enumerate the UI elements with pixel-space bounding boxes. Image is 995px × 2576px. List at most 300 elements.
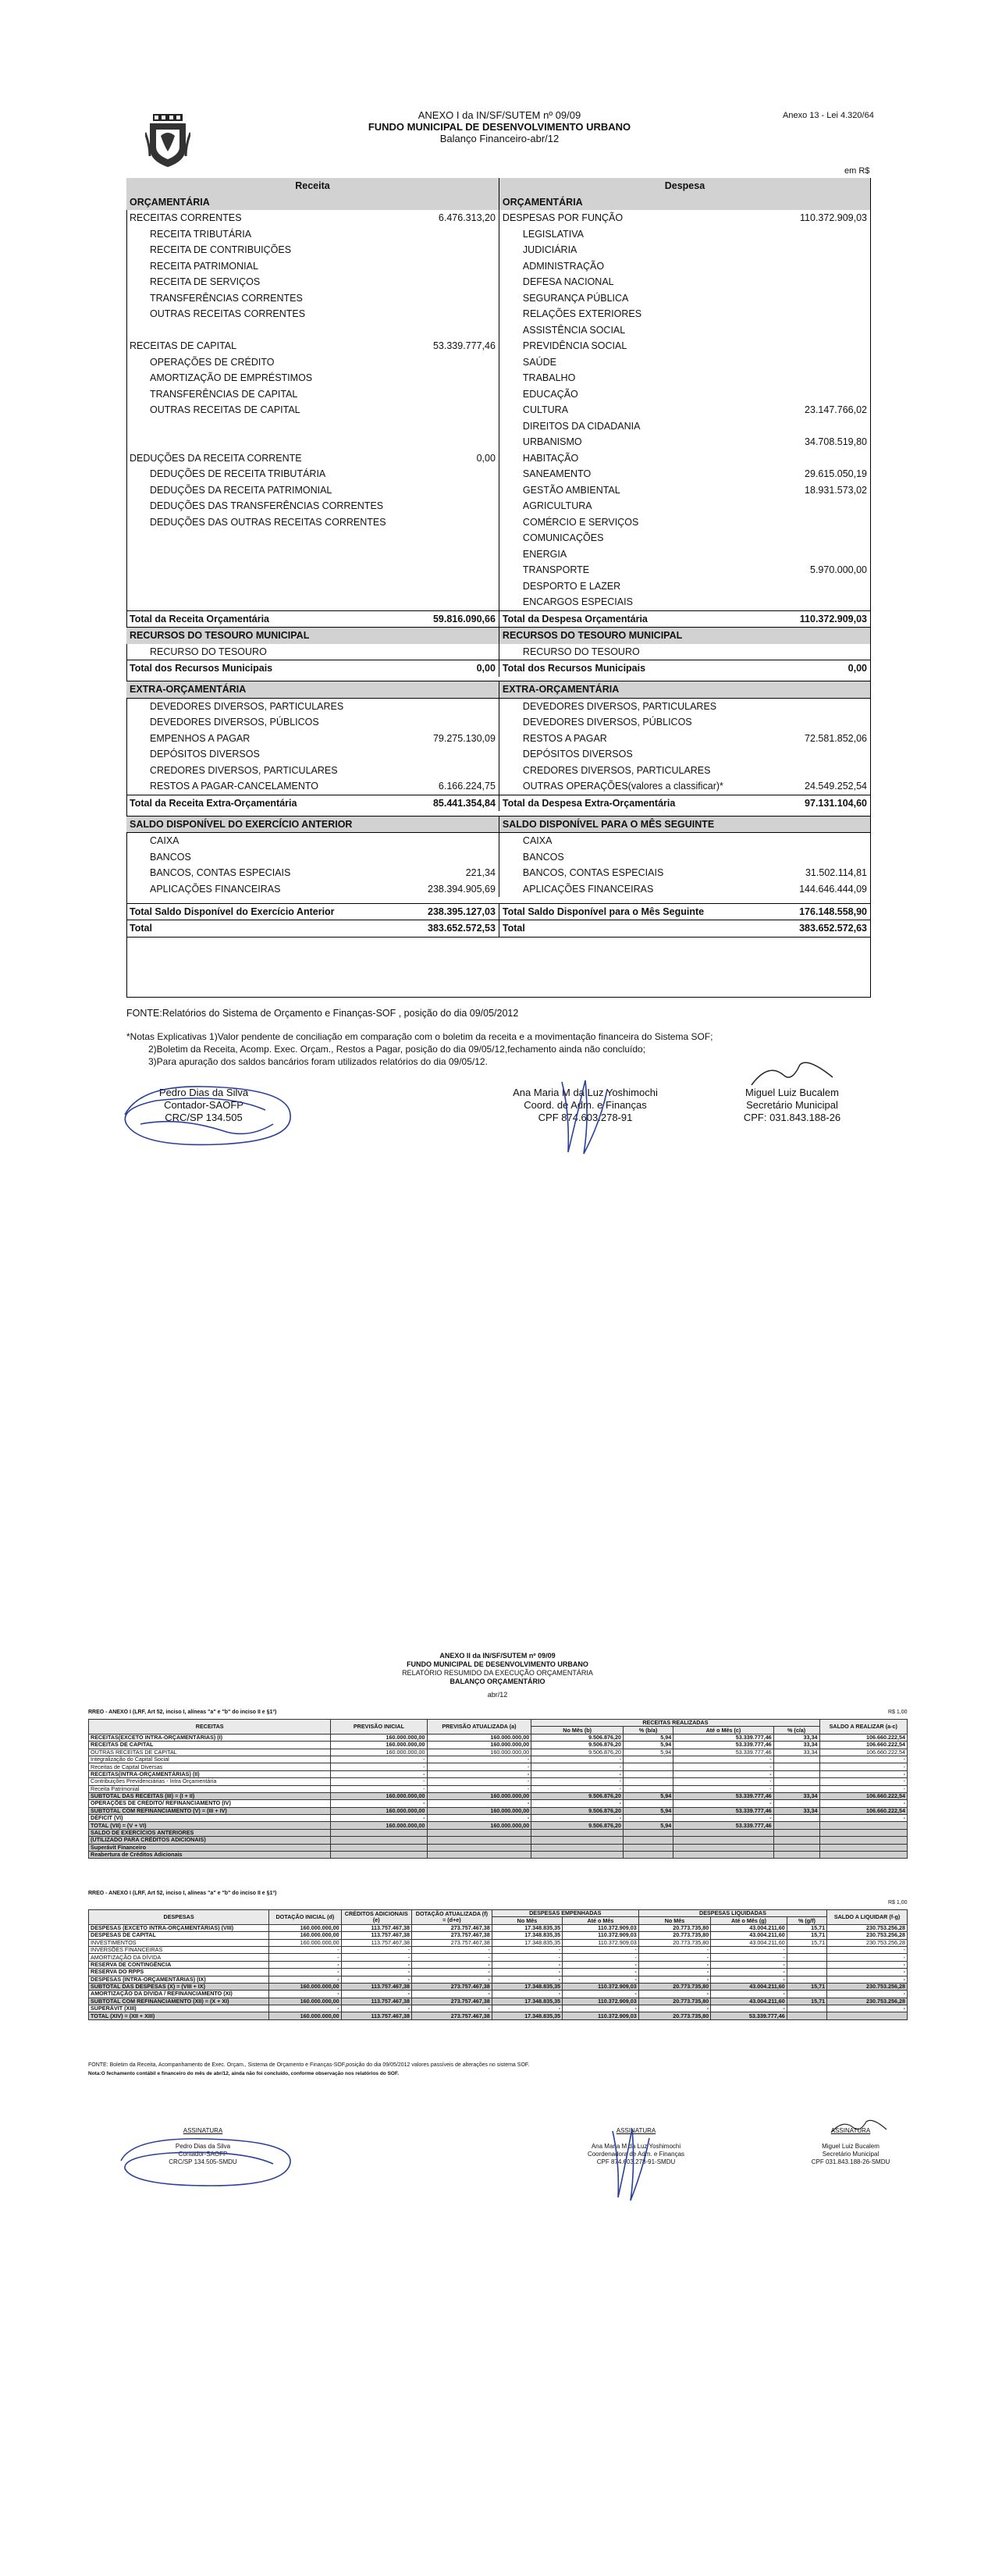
row-value: 106.660.222,54 — [819, 1792, 907, 1799]
despesa-value — [777, 306, 870, 322]
despesa-label — [499, 903, 776, 920]
group-header: DESPESAS EMPENHADAS — [492, 1910, 638, 1917]
receita-label: Total da Receita Extra-Orçamentária — [130, 797, 297, 809]
despesa-label — [499, 795, 776, 811]
despesa-label: TRABALHO — [522, 372, 576, 384]
table-row — [89, 1991, 908, 1998]
table-row — [89, 1800, 908, 1807]
row-value: - — [492, 1976, 562, 1983]
row-value: - — [711, 1946, 787, 1953]
section-header-row — [126, 681, 870, 699]
receita-label — [126, 210, 408, 226]
despesa-label — [499, 644, 776, 660]
receita-label — [126, 795, 408, 811]
receita-label: DEVEDORES DIVERSOS, PÚBLICOS — [150, 717, 319, 728]
despesa-label — [499, 418, 776, 435]
row-value: - — [827, 2005, 908, 2012]
row-value: 160.000.000,00 — [427, 1792, 531, 1799]
despesa-value — [777, 450, 870, 467]
col-header: SALDO A LIQUIDAR (f-g) — [827, 1910, 908, 1925]
receita-value — [408, 660, 499, 677]
despesa-label — [499, 849, 776, 866]
row-value: 160.000.000,00 — [427, 1822, 531, 1829]
receita-value — [408, 920, 499, 938]
receita-label: RECEITA DE SERVIÇOS — [150, 276, 261, 288]
despesa-label — [499, 338, 776, 354]
despesa-label: RELAÇÕES EXTERIORES — [522, 308, 642, 320]
row-value: - — [269, 1991, 341, 1998]
balance-row — [126, 660, 870, 677]
receita-label: DEVEDORES DIVERSOS, PARTICULARES — [150, 700, 344, 712]
row-value — [427, 1844, 531, 1851]
despesa-label: Total dos Recursos Municipais — [502, 663, 646, 674]
despesa-label — [499, 434, 776, 450]
receita-value — [408, 594, 499, 610]
row-value: 5,94 — [624, 1792, 673, 1799]
despesa-value — [777, 849, 870, 866]
receita-value — [408, 903, 499, 920]
receita-value — [408, 530, 499, 546]
balance-table — [126, 178, 870, 938]
row-label: RESERVA DO RPPS — [89, 1969, 269, 1976]
balance-row — [126, 370, 870, 386]
row-value: - — [331, 1785, 427, 1792]
receita-value — [408, 644, 499, 660]
section-label: EXTRA-ORÇAMENTÁRIA — [502, 684, 620, 696]
despesa-label — [499, 290, 776, 307]
receita-value: 79.275.130,09 — [432, 732, 496, 744]
balance-row — [126, 578, 870, 595]
receita-label: Total da Receita Orçamentária — [130, 613, 270, 624]
row-value: - — [638, 1991, 710, 1998]
signer-role: Contador-SAOFP — [164, 1099, 243, 1111]
col-header: Até o Mês (g) — [711, 1917, 787, 1924]
table-row — [89, 1969, 908, 1976]
despesa-label: Total da Despesa Extra-Orçamentária — [502, 797, 676, 809]
col-header: PREVISÃO INICIAL — [331, 1720, 427, 1735]
despesa-value — [777, 660, 870, 677]
balance-row — [126, 514, 870, 531]
despesa-label: COMÉRCIO E SERVIÇOS — [522, 516, 639, 528]
row-value: 43.004.211,60 — [711, 1924, 787, 1931]
receita-value: 6.476.313,20 — [438, 212, 496, 224]
row-value: 110.372.909,03 — [563, 1924, 639, 1931]
row-value — [624, 1837, 673, 1844]
row-value: - — [827, 1969, 908, 1976]
receita-label — [126, 450, 408, 467]
row-value — [624, 1829, 673, 1836]
col-header: % (b/a) — [624, 1727, 673, 1734]
section-label — [126, 816, 408, 833]
receita-value — [408, 370, 499, 386]
row-value: 160.000.000,00 — [427, 1749, 531, 1756]
section-label: ORÇAMENTÁRIA — [130, 196, 210, 208]
row-value: 15,71 — [787, 1932, 826, 1939]
receita-label: DEPÓSITOS DIVERSOS — [150, 749, 260, 760]
row-label: RECEITAS DE CAPITAL — [89, 1742, 331, 1749]
balance-row — [126, 322, 870, 339]
receita-label: DEDUÇÕES DE RECEITA TRIBUTÁRIA — [150, 468, 326, 480]
row-value: - — [638, 1954, 710, 1961]
receita-value — [408, 338, 499, 354]
despesa-label — [499, 402, 776, 418]
row-value: - — [563, 1976, 639, 1983]
row-label: INVESTIMENTOS — [89, 1939, 269, 1946]
section-header-row — [126, 816, 870, 833]
row-label: SUBTOTAL COM REFINANCIAMENTO (V) = (III + IV) — [89, 1807, 331, 1814]
receita-label: OUTRAS RECEITAS CORRENTES — [150, 308, 306, 320]
report-title: Balanço Financeiro-abr/12 — [439, 133, 560, 144]
receita-value — [408, 778, 499, 795]
row-label: DESPESAS DE CAPITAL — [89, 1932, 269, 1939]
receita-label — [126, 731, 408, 747]
balance-row — [126, 338, 870, 354]
row-value — [787, 2012, 826, 2019]
receita-label: DEDUÇÕES DAS TRANSFERÊNCIAS CORRENTES — [150, 500, 384, 512]
receita-value — [408, 498, 499, 514]
receita-value — [408, 610, 499, 628]
row-value: 160.000.000,00 — [269, 1939, 341, 1946]
despesa-label: BANCOS — [522, 851, 564, 863]
receita-value — [408, 418, 499, 435]
row-value: 9.506.876,20 — [531, 1742, 624, 1749]
row-value: - — [531, 1770, 624, 1777]
row-value — [331, 1829, 427, 1836]
despesa-label — [499, 714, 776, 731]
spacer-row — [126, 897, 870, 903]
row-value: - — [341, 1946, 411, 1953]
balance-row — [126, 530, 870, 546]
row-value — [531, 1837, 624, 1844]
despesa-label: AGRICULTURA — [522, 500, 592, 512]
row-value: - — [531, 1815, 624, 1822]
row-value: - — [412, 2005, 492, 2012]
despesa-value — [777, 714, 870, 731]
table-row — [89, 1852, 908, 1859]
row-value: - — [827, 1961, 908, 1968]
despesa-label: DIREITOS DA CIDADANIA — [522, 420, 641, 432]
row-value: 160.000.000,00 — [331, 1792, 427, 1799]
row-value — [624, 1844, 673, 1851]
table-row — [89, 1939, 908, 1946]
despesa-label: JUDICIÁRIA — [522, 244, 577, 256]
row-value: - — [711, 1991, 787, 1998]
balance-row — [126, 226, 870, 243]
signer-id: CPF 874.603.278-91-SMDU — [596, 2158, 676, 2165]
receita-value: 221,34 — [465, 867, 496, 879]
row-value: 230.753.256,28 — [827, 1932, 908, 1939]
row-value — [773, 1829, 819, 1836]
receita-label — [126, 482, 408, 499]
row-value — [819, 1837, 907, 1844]
coat-of-arms-icon — [145, 114, 190, 169]
balance-row — [126, 258, 870, 275]
row-value: 273.757.467,38 — [412, 1998, 492, 2005]
despesa-label — [499, 881, 776, 898]
row-value: 5,94 — [624, 1734, 673, 1741]
row-value: - — [638, 1961, 710, 1968]
table-row — [89, 1763, 908, 1770]
receita-label — [126, 594, 408, 610]
despesa-label: OUTRAS OPERAÇÕES(valores a classificar)* — [522, 781, 723, 792]
row-label: RESERVA DE CONTINGÊNCIA — [89, 1961, 269, 1968]
signer-name: Pedro Dias da Silva — [158, 1087, 249, 1098]
despesa-label: DEVEDORES DIVERSOS, PÚBLICOS — [522, 717, 692, 728]
receita-label: APLICAÇÕES FINANCEIRAS — [150, 883, 281, 895]
despesa-label: EDUCAÇÃO — [522, 388, 578, 400]
section-label — [499, 194, 776, 211]
col-header: PREVISÃO ATUALIZADA (a) — [427, 1720, 531, 1735]
row-value: - — [563, 1991, 639, 1998]
row-value — [331, 1844, 427, 1851]
despesa-value — [777, 578, 870, 595]
row-value: - — [412, 1954, 492, 1961]
table-row — [89, 1815, 908, 1822]
receita-label: RECEITAS DE CAPITAL — [130, 340, 237, 352]
despesa-label: CREDORES DIVERSOS, PARTICULARES — [522, 764, 711, 776]
balance-row — [126, 594, 870, 610]
row-value — [624, 1763, 673, 1770]
balance-row — [126, 290, 870, 307]
despesa-label: DEFESA NACIONAL — [522, 276, 614, 288]
row-label: AMORTIZAÇÃO DA DÍVIDA / REFINANCIAMENTO (XI) — [89, 1991, 269, 1998]
row-value: 9.506.876,20 — [531, 1792, 624, 1799]
receita-label: DEDUÇÕES DA RECEITA CORRENTE — [130, 452, 302, 464]
receita-label — [126, 434, 408, 450]
table-row — [89, 1749, 908, 1756]
signature-label: ASSINATURA — [830, 2127, 871, 2134]
receita-value — [408, 546, 499, 563]
row-value: 9.506.876,20 — [531, 1807, 624, 1814]
row-value — [331, 1837, 427, 1844]
signer-id: CPF 031.843.188-26-SMDU — [811, 2158, 890, 2165]
receita-value — [408, 306, 499, 322]
despesa-value: 0,00 — [848, 663, 867, 674]
row-value: - — [492, 1946, 562, 1953]
table-1-title: RREO - ANEXO I (LRF, Art 52, inciso I, alíneas "a" e "b" do inciso II e §1º) — [88, 1710, 277, 1715]
receita-value — [408, 698, 499, 714]
despesa-label: SEGURANÇA PÚBLICA — [522, 292, 629, 304]
despesa-value — [777, 258, 870, 275]
row-value: - — [819, 1778, 907, 1785]
signer-name: Miguel Luiz Bucalem — [822, 2143, 880, 2150]
row-value: 106.660.222,54 — [819, 1734, 907, 1741]
row-value: - — [269, 2005, 341, 2012]
signer-role: Contador-SAOFP — [178, 2151, 228, 2158]
balance-row — [126, 610, 870, 628]
row-value: - — [427, 1778, 531, 1785]
row-value — [673, 1844, 773, 1851]
row-value: - — [412, 1946, 492, 1953]
balance-row — [126, 778, 870, 795]
row-value: 5,94 — [624, 1742, 673, 1749]
row-value: 9.506.876,20 — [531, 1822, 624, 1829]
row-value: - — [341, 1969, 411, 1976]
row-value: 17.348.835,35 — [492, 1983, 562, 1990]
balance-row — [126, 731, 870, 747]
receita-label — [126, 920, 408, 938]
receita-value: 0,00 — [476, 452, 496, 464]
row-value: 15,71 — [787, 1939, 826, 1946]
signer-role: Secretário Municipal — [822, 2151, 880, 2158]
receita-label: RECEITA PATRIMONIAL — [150, 260, 258, 272]
row-value: 160.000.000,00 — [331, 1742, 427, 1749]
row-label: INVERSÕES FINANCEIRAS — [89, 1946, 269, 1953]
row-value: - — [819, 1756, 907, 1763]
despesa-label — [499, 920, 776, 938]
row-value: 20.773.735,80 — [638, 1932, 710, 1939]
despesa-value: 176.148.558,90 — [799, 906, 867, 917]
row-value: - — [341, 2005, 411, 2012]
table-2-unit: R$ 1,00 — [888, 1900, 908, 1905]
row-value: - — [711, 1969, 787, 1976]
signer-role: Secretário Municipal — [746, 1099, 838, 1111]
despesa-value — [777, 354, 870, 371]
row-value: 17.348.835,35 — [492, 1924, 562, 1931]
row-value — [624, 1815, 673, 1822]
balance-row — [126, 402, 870, 418]
row-value: 43.004.211,60 — [711, 1932, 787, 1939]
row-value: 17.348.835,35 — [492, 2012, 562, 2019]
despesa-label — [499, 833, 776, 849]
receita-label — [126, 306, 408, 322]
signature-label: ASSINATURA — [183, 2127, 223, 2134]
row-value: 15,71 — [787, 1998, 826, 2005]
col-header: No Mês — [492, 1917, 562, 1924]
row-value: 53.339.777,46 — [673, 1749, 773, 1756]
row-value — [427, 1829, 531, 1836]
row-value: - — [563, 1946, 639, 1953]
row-value: - — [673, 1763, 773, 1770]
receita-label — [126, 354, 408, 371]
despesa-value: 34.708.519,80 — [805, 436, 867, 448]
despesa-label — [499, 450, 776, 467]
balance-row — [126, 833, 870, 849]
receita-label — [126, 698, 408, 714]
despesa-label: GESTÃO AMBIENTAL — [522, 484, 620, 496]
despesa-label — [499, 530, 776, 546]
col-header: % (g/f) — [787, 1917, 826, 1924]
row-value: - — [819, 1770, 907, 1777]
row-value — [773, 1822, 819, 1829]
row-value: 160.000.000,00 — [427, 1807, 531, 1814]
row-value: - — [531, 1778, 624, 1785]
receita-label — [126, 562, 408, 578]
receita-label — [126, 903, 408, 920]
receita-label — [126, 778, 408, 795]
balance-row — [126, 434, 870, 450]
despesa-label: ENERGIA — [522, 548, 567, 560]
row-value: 160.000.000,00 — [269, 1932, 341, 1939]
row-value: - — [711, 2005, 787, 2012]
balance-row — [126, 763, 870, 779]
despesa-value — [777, 746, 870, 763]
balance-row — [126, 644, 870, 660]
receita-value — [408, 210, 499, 226]
row-value: - — [827, 1991, 908, 1998]
row-value: 113.757.467,38 — [341, 1932, 411, 1939]
row-value: 273.757.467,38 — [412, 1924, 492, 1931]
receita-value — [408, 450, 499, 467]
row-value: 230.753.256,28 — [827, 1924, 908, 1931]
row-value — [531, 1852, 624, 1859]
row-value: 113.757.467,38 — [341, 2012, 411, 2019]
despesa-label: DESPORTO E LAZER — [522, 580, 621, 592]
receita-label — [126, 466, 408, 482]
row-value: - — [331, 1815, 427, 1822]
despesa-label: RECURSO DO TESOURO — [522, 646, 640, 657]
row-value: - — [412, 1976, 492, 1983]
row-value: - — [827, 1976, 908, 1983]
row-value — [819, 1829, 907, 1836]
receita-value — [408, 322, 499, 339]
despesa-label — [499, 466, 776, 482]
despesa-label: SAÚDE — [522, 356, 556, 368]
receita-value: 238.395.127,03 — [428, 906, 496, 917]
receita-label — [126, 498, 408, 514]
balance-row — [126, 418, 870, 435]
table-row — [89, 1961, 908, 1968]
despesa-value: 97.131.104,60 — [805, 797, 867, 809]
despesa-value — [777, 731, 870, 747]
despesa-label: DEPÓSITOS DIVERSOS — [522, 749, 633, 760]
row-value: 110.372.909,03 — [563, 1932, 639, 1939]
receita-label — [126, 258, 408, 275]
row-value — [673, 1852, 773, 1859]
row-value: 160.000.000,00 — [427, 1734, 531, 1741]
receita-value: 238.394.905,69 — [428, 883, 496, 895]
table-row — [89, 1837, 908, 1844]
row-value: 20.773.735,80 — [638, 1998, 710, 2005]
receita-label — [126, 881, 408, 898]
col-header: Até o Mês — [563, 1917, 639, 1924]
row-value: 110.372.909,03 — [563, 1983, 639, 1990]
despesa-value — [777, 610, 870, 628]
balance-row — [126, 306, 870, 322]
receita-label — [126, 660, 408, 677]
row-value: - — [331, 1763, 427, 1770]
receita-label — [126, 714, 408, 731]
table-row — [89, 1822, 908, 1829]
row-value: 20.773.735,80 — [638, 2012, 710, 2019]
row-value: - — [673, 1785, 773, 1792]
handwritten-signature-icon — [109, 2129, 304, 2192]
row-value: - — [331, 1800, 427, 1807]
row-value: - — [531, 1763, 624, 1770]
row-value — [787, 1976, 826, 1983]
despesa-label: DEVEDORES DIVERSOS, PARTICULARES — [522, 700, 717, 712]
receita-label: RECEITA DE CONTRIBUIÇÕES — [150, 244, 292, 256]
receita-value — [408, 714, 499, 731]
row-value: - — [427, 1756, 531, 1763]
row-value: 113.757.467,38 — [341, 1998, 411, 2005]
signer-name: Ana Maria M da Luz Yoshimochi — [591, 2143, 681, 2150]
receita-label: BANCOS, CONTAS ESPECIAIS — [150, 867, 291, 879]
row-label: SUBTOTAL DAS DESPESAS (X) = (VIII + IX) — [89, 1983, 269, 1990]
row-value: - — [531, 1800, 624, 1807]
row-value — [331, 1852, 427, 1859]
row-value: - — [711, 1954, 787, 1961]
despesa-value — [777, 418, 870, 435]
balance-row — [126, 354, 870, 371]
row-value: 160.000.000,00 — [331, 1749, 427, 1756]
report-period: abr/12 — [487, 1691, 508, 1699]
handwritten-signature-icon — [745, 1054, 839, 1093]
row-value: - — [331, 1770, 427, 1777]
row-value: 230.753.256,28 — [827, 1939, 908, 1946]
despesa-value: 24.549.252,54 — [805, 781, 867, 792]
row-value: - — [563, 1961, 639, 1968]
